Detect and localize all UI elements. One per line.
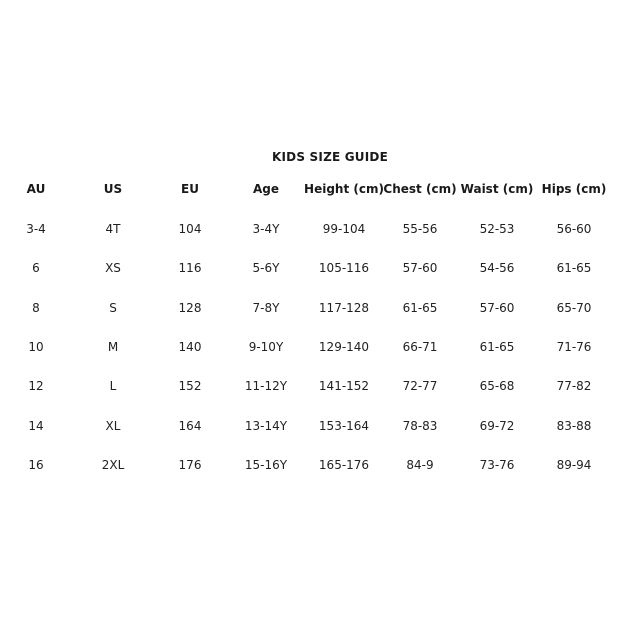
table-cell-eu: 176 — [178, 458, 202, 472]
table-cell-waist: 54-56 — [479, 261, 515, 275]
table-cell-age: 7-8Y — [252, 301, 280, 315]
table-cell-eu: 104 — [178, 222, 202, 236]
table-cell-age: 11-12Y — [244, 379, 288, 393]
page-title: KIDS SIZE GUIDE — [272, 150, 388, 164]
table-cell-height: 117-128 — [318, 301, 370, 315]
table-cell-au: 16 — [28, 458, 44, 472]
table-cell-au: 8 — [32, 301, 40, 315]
column-header-us: US — [103, 182, 123, 196]
table-cell-us: M — [107, 340, 119, 354]
column-header-chest: Chest (cm) — [383, 182, 457, 196]
table-row — [0, 337, 640, 357]
table-cell-age: 13-14Y — [244, 419, 288, 433]
table-row — [0, 455, 640, 475]
table-cell-us: 2XL — [101, 458, 125, 472]
table-cell-chest: 57-60 — [402, 261, 438, 275]
table-cell-eu: 128 — [178, 301, 202, 315]
table-cell-us: 4T — [105, 222, 121, 236]
table-cell-height: 129-140 — [318, 340, 370, 354]
table-cell-height: 99-104 — [322, 222, 366, 236]
table-cell-chest: 55-56 — [402, 222, 438, 236]
table-cell-hips: 83-88 — [556, 419, 592, 433]
table-cell-age: 3-4Y — [252, 222, 280, 236]
table-cell-height: 165-176 — [318, 458, 370, 472]
table-cell-height: 153-164 — [318, 419, 370, 433]
table-cell-us: XL — [105, 419, 121, 433]
table-cell-chest: 61-65 — [402, 301, 438, 315]
table-row — [0, 258, 640, 278]
table-cell-chest: 78-83 — [402, 419, 438, 433]
table-cell-waist: 61-65 — [479, 340, 515, 354]
table-cell-age: 5-6Y — [252, 261, 280, 275]
table-cell-waist: 52-53 — [479, 222, 515, 236]
table-cell-au: 10 — [28, 340, 44, 354]
table-cell-eu: 140 — [178, 340, 202, 354]
column-header-au: AU — [26, 182, 46, 196]
table-cell-us: L — [109, 379, 117, 393]
table-cell-au: 14 — [28, 419, 44, 433]
table-cell-waist: 69-72 — [479, 419, 515, 433]
table-cell-au: 12 — [28, 379, 44, 393]
table-cell-hips: 61-65 — [556, 261, 592, 275]
column-header-waist: Waist (cm) — [460, 182, 534, 196]
table-cell-height: 105-116 — [318, 261, 370, 275]
table-cell-eu: 116 — [178, 261, 202, 275]
table-row — [0, 416, 640, 436]
table-cell-waist: 73-76 — [479, 458, 515, 472]
table-cell-height: 141-152 — [318, 379, 370, 393]
column-header-eu: EU — [181, 182, 199, 196]
table-cell-us: S — [109, 301, 117, 315]
table-row — [0, 376, 640, 396]
column-header-age: Age — [252, 182, 279, 196]
column-header-height: Height (cm) — [304, 182, 384, 196]
table-cell-waist: 65-68 — [479, 379, 515, 393]
table-cell-hips: 89-94 — [556, 458, 592, 472]
table-header-row — [0, 179, 640, 199]
table-cell-hips: 56-60 — [556, 222, 592, 236]
table-cell-us: XS — [105, 261, 121, 275]
table-cell-age: 9-10Y — [248, 340, 284, 354]
table-cell-chest: 72-77 — [402, 379, 438, 393]
table-cell-chest: 66-71 — [402, 340, 438, 354]
table-row — [0, 298, 640, 318]
table-cell-hips: 71-76 — [556, 340, 592, 354]
table-cell-hips: 65-70 — [556, 301, 592, 315]
table-cell-au: 3-4 — [26, 222, 46, 236]
table-cell-au: 6 — [32, 261, 40, 275]
table-cell-eu: 164 — [178, 419, 202, 433]
table-cell-waist: 57-60 — [479, 301, 515, 315]
table-row — [0, 219, 640, 239]
table-cell-age: 15-16Y — [244, 458, 288, 472]
table-cell-eu: 152 — [178, 379, 202, 393]
table-cell-chest: 84-9 — [406, 458, 434, 472]
table-cell-hips: 77-82 — [556, 379, 592, 393]
column-header-hips: Hips (cm) — [541, 182, 607, 196]
